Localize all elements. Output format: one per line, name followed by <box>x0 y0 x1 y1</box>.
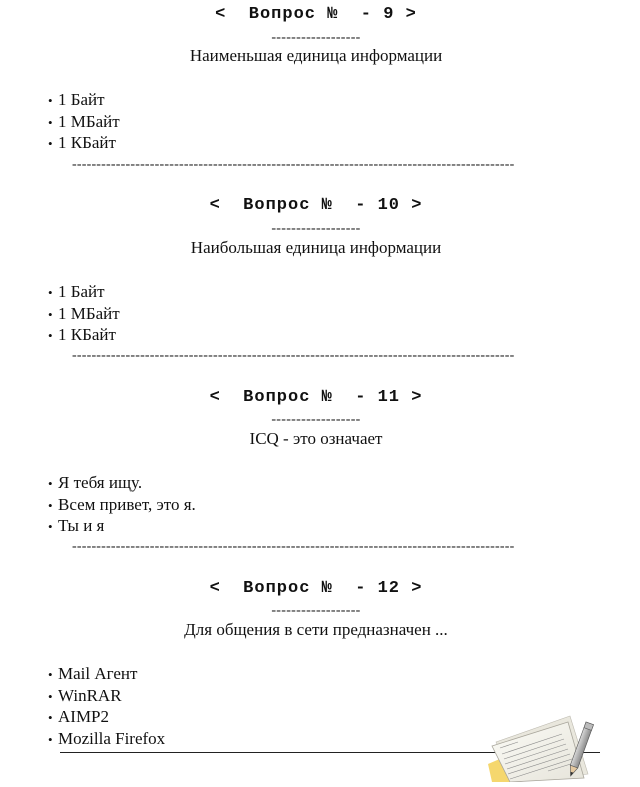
answer-option[interactable] <box>48 515 196 537</box>
answer-option[interactable] <box>48 728 165 750</box>
answer-option[interactable] <box>48 663 165 685</box>
bullet-icon: • <box>48 306 53 322</box>
question-text: ICQ - это означает <box>249 429 383 448</box>
header-underline: ------------------ <box>271 412 361 427</box>
answer-options <box>48 89 120 154</box>
bullet-icon: • <box>48 688 53 704</box>
answer-option[interactable] <box>48 706 165 728</box>
answer-option-label: Mail Агент <box>58 664 138 683</box>
bullet-icon: • <box>48 731 53 747</box>
answer-option[interactable] <box>48 303 120 325</box>
answer-options <box>48 472 196 537</box>
bullet-icon: • <box>48 476 53 491</box>
bullet-icon: • <box>48 710 53 726</box>
bullet-icon: • <box>48 114 53 130</box>
answer-option[interactable] <box>48 111 120 133</box>
notepad-pencil-icon <box>488 712 608 782</box>
answer-option-label: Всем привет, это я. <box>58 494 196 514</box>
question-separator: ------------------------------------------------------------------------------------------- <box>72 349 515 363</box>
question-header: < Вопрос № - 11 > <box>209 388 423 407</box>
answer-option[interactable] <box>48 472 196 494</box>
question-text: Наибольшая единица информации <box>190 238 442 257</box>
bullet-icon: • <box>48 328 53 344</box>
answer-option[interactable] <box>48 281 120 303</box>
bullet-icon: • <box>48 285 53 300</box>
answer-options <box>48 663 165 749</box>
question-text: Наименьшая единица информации <box>189 46 443 65</box>
answer-option[interactable] <box>48 89 120 111</box>
question-separator: ------------------------------------------------------------------------------------------- <box>72 540 515 554</box>
question-text: Для общения в сети предназначен ... <box>184 620 448 639</box>
answer-option-label: Ты и я <box>58 516 105 536</box>
answer-option-label: 1 КБайт <box>58 133 116 153</box>
bullet-icon: • <box>48 667 53 682</box>
answer-option-label: Mozilla Firefox <box>58 728 166 748</box>
question-header: < Вопрос № - 10 > <box>209 196 423 215</box>
answer-option-label: 1 Байт <box>58 282 105 301</box>
answer-option[interactable] <box>48 132 120 154</box>
answer-option[interactable] <box>48 324 120 346</box>
header-underline: ------------------ <box>271 30 361 45</box>
header-underline: ------------------ <box>271 221 361 236</box>
answer-option[interactable] <box>48 685 165 707</box>
answer-option-label: 1 МБайт <box>58 111 120 131</box>
header-underline: ------------------ <box>271 603 361 618</box>
bullet-icon: • <box>48 136 53 152</box>
answer-option-label: Я тебя ищу. <box>58 473 143 492</box>
bullet-icon: • <box>48 93 53 108</box>
answer-option-label: AIMP2 <box>58 707 110 727</box>
answer-option-label: WinRAR <box>58 685 122 705</box>
question-header: < Вопрос № - 9 > <box>215 5 417 24</box>
answer-option-label: 1 Байт <box>58 90 105 109</box>
question-header: < Вопрос № - 12 > <box>209 579 423 598</box>
answer-options <box>48 281 120 346</box>
answer-option[interactable] <box>48 494 196 516</box>
bullet-icon: • <box>48 497 53 513</box>
answer-option-label: 1 КБайт <box>58 325 116 345</box>
answer-option-label: 1 МБайт <box>58 303 120 323</box>
question-separator: ------------------------------------------------------------------------------------------- <box>72 158 515 172</box>
bullet-icon: • <box>48 519 53 535</box>
